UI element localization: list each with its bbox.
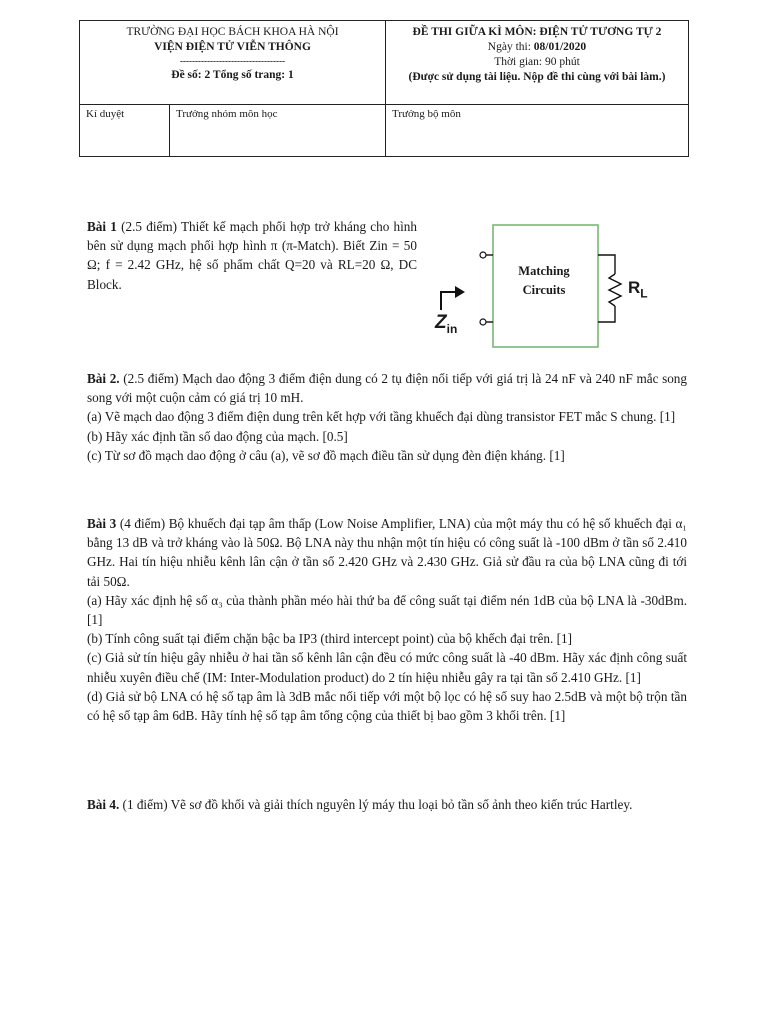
question-2-title: Bài 2. <box>87 371 120 386</box>
zin-letter: Z <box>435 312 447 333</box>
exam-code: Đề số: 2 Tổng số trang: 1 <box>171 69 294 81</box>
question-2-part-c: (c) Từ sơ đồ mạch dao động ở câu (a), vẽ sơ đồ mạch điều tần sử dụng đèn điện kháng. [1] <box>87 447 565 463</box>
output-top-wire <box>598 255 615 274</box>
input-top-terminal <box>480 252 486 258</box>
question-3-title: Bài 3 <box>87 516 117 531</box>
question-2-part-a: (a) Vẽ mạch dao động 3 điểm điện dung trên kết hợp với tầng khuếch đại dùng transistor FET mắc S chung. [1] <box>87 409 676 425</box>
question-1-text: (2.5 điểm) Thiết kế mạch phối hợp trở kháng cho hình bên sử dụng mạch phối hợp hình π (π-Match). Biết Zin = 50 Ω; f = 2.42 GHz, hệ số phẩm chất Q=20 và RL=20 Ω, DC Block. <box>87 219 417 292</box>
header-right-cell <box>386 21 689 105</box>
zin-label <box>435 312 457 336</box>
question-1 <box>87 217 417 294</box>
zin-arrow-shaft <box>441 292 457 310</box>
question-2-intro <box>87 369 687 407</box>
zin-arrow-head-icon <box>455 286 465 298</box>
exam-duration: Thời gian: 90 phút <box>494 56 580 68</box>
institute-name: VIỆN ĐIỆN TỬ VIỄN THÔNG <box>154 41 311 53</box>
exam-note: (Được sử dụng tài liệu. Nộp đề thi cùng với bài làm.) <box>408 71 666 83</box>
resistor-rl-symbol <box>609 274 621 306</box>
question-3-part-a: (a) Hãy xác định hệ số α₃ của thành phần méo hài thứ ba để công suất tại điểm nén 1dB của bộ LNA là -30dBm. [1] <box>87 592 687 628</box>
output-bottom-wire <box>598 306 615 322</box>
matching-circuit-label <box>494 262 594 300</box>
question-2-intro-text: (2.5 điểm) Mạch dao động 3 điểm điện dung có 2 tụ điện nối tiếp với giá trị là 24 nF và 240 nF mắc song song với một cuộn cảm có giá trị 10 mH. <box>87 371 687 406</box>
question-3-intro <box>87 514 687 591</box>
exam-title: ĐỀ THI GIỮA KÌ MÔN: ĐIỆN TỬ TƯƠNG TỰ 2 <box>412 26 662 38</box>
rl-letter: R <box>628 278 641 297</box>
exam-date-label: Ngày thi: <box>487 41 534 53</box>
question-3-part-c: (c) Giả sử tín hiệu gây nhiễu ở hai tần số kênh lân cận đều có mức công suất là -40 dBm. Hãy xác định công suất nhiễu xuyên điều chế (IM: Inter-Modulation product) do 2 tín hiệu nhiễu gây ra tại tần số 2.410 GHz. [1] <box>87 650 687 685</box>
matching-label-line1: Matching <box>518 264 570 278</box>
school-name: TRƯỜNG ĐẠI HỌC BÁCH KHOA HÀ NỘI <box>126 26 339 38</box>
input-bottom-terminal <box>480 319 486 325</box>
exam-date <box>386 40 688 55</box>
header-left-cell <box>80 21 386 105</box>
header-divider: ----------------------------------- <box>180 56 285 66</box>
question-3-part-b: (b) Tính công suất tại điểm chặn bậc ba IP3 (third intercept point) của bộ khếch đại trên. [1] <box>87 631 572 647</box>
sign-dept-head-cell: Trưởng bộ môn <box>386 105 689 157</box>
exam-header-table <box>79 20 689 157</box>
question-3-part-d: (d) Giả sử bộ LNA có hệ số tạp âm là 3dB mắc nối tiếp với một bộ lọc có hệ số suy hao 2.5dB và một bộ trộn tần có hệ số tạp âm 6dB. Hãy tính hệ số tạp âm tổng cộng của thiết bị bao gồm 3 khối trên. [1] <box>87 688 687 724</box>
question-4-title: Bài 4. <box>87 797 120 812</box>
zin-subscript: in <box>446 321 458 336</box>
sign-approve-cell: Kí duyệt <box>80 105 170 157</box>
question-3-intro-text: (4 điểm) Bộ khuếch đại tạp âm thấp (Low Noise Amplifier, LNA) của một máy thu có hệ số khuếch đại α₁ bằng 13 dB và trở kháng vào là 50Ω. Bộ LNA này thu nhận một tín hiệu có công suất là -100 dBm ở tần số 2.410 GHz. Hai tín hiệu nhiễu kênh lân cận ở tần số 2.420 GHz và 2.430 GHz. Giả sử đầu ra của bộ LNA cũng đi tới tải 50Ω. <box>87 516 687 589</box>
exam-date-value: 08/01/2020 <box>533 41 587 53</box>
question-2 <box>87 369 687 465</box>
question-4 <box>87 795 687 814</box>
rl-subscript: L <box>640 286 648 301</box>
question-3 <box>87 514 687 725</box>
matching-label-line2: Circuits <box>522 283 566 297</box>
sign-group-lead-cell: Trưởng nhóm môn học <box>170 105 386 157</box>
question-4-text: (1 điểm) Vẽ sơ đồ khối và giải thích nguyên lý máy thu loại bỏ tần số ảnh theo kiến trúc Hartley. <box>119 797 633 812</box>
question-1-title: Bài 1 <box>87 219 117 234</box>
rl-label <box>628 278 648 300</box>
question-2-part-b: (b) Hãy xác định tần số dao động của mạch. [0.5] <box>87 428 348 444</box>
